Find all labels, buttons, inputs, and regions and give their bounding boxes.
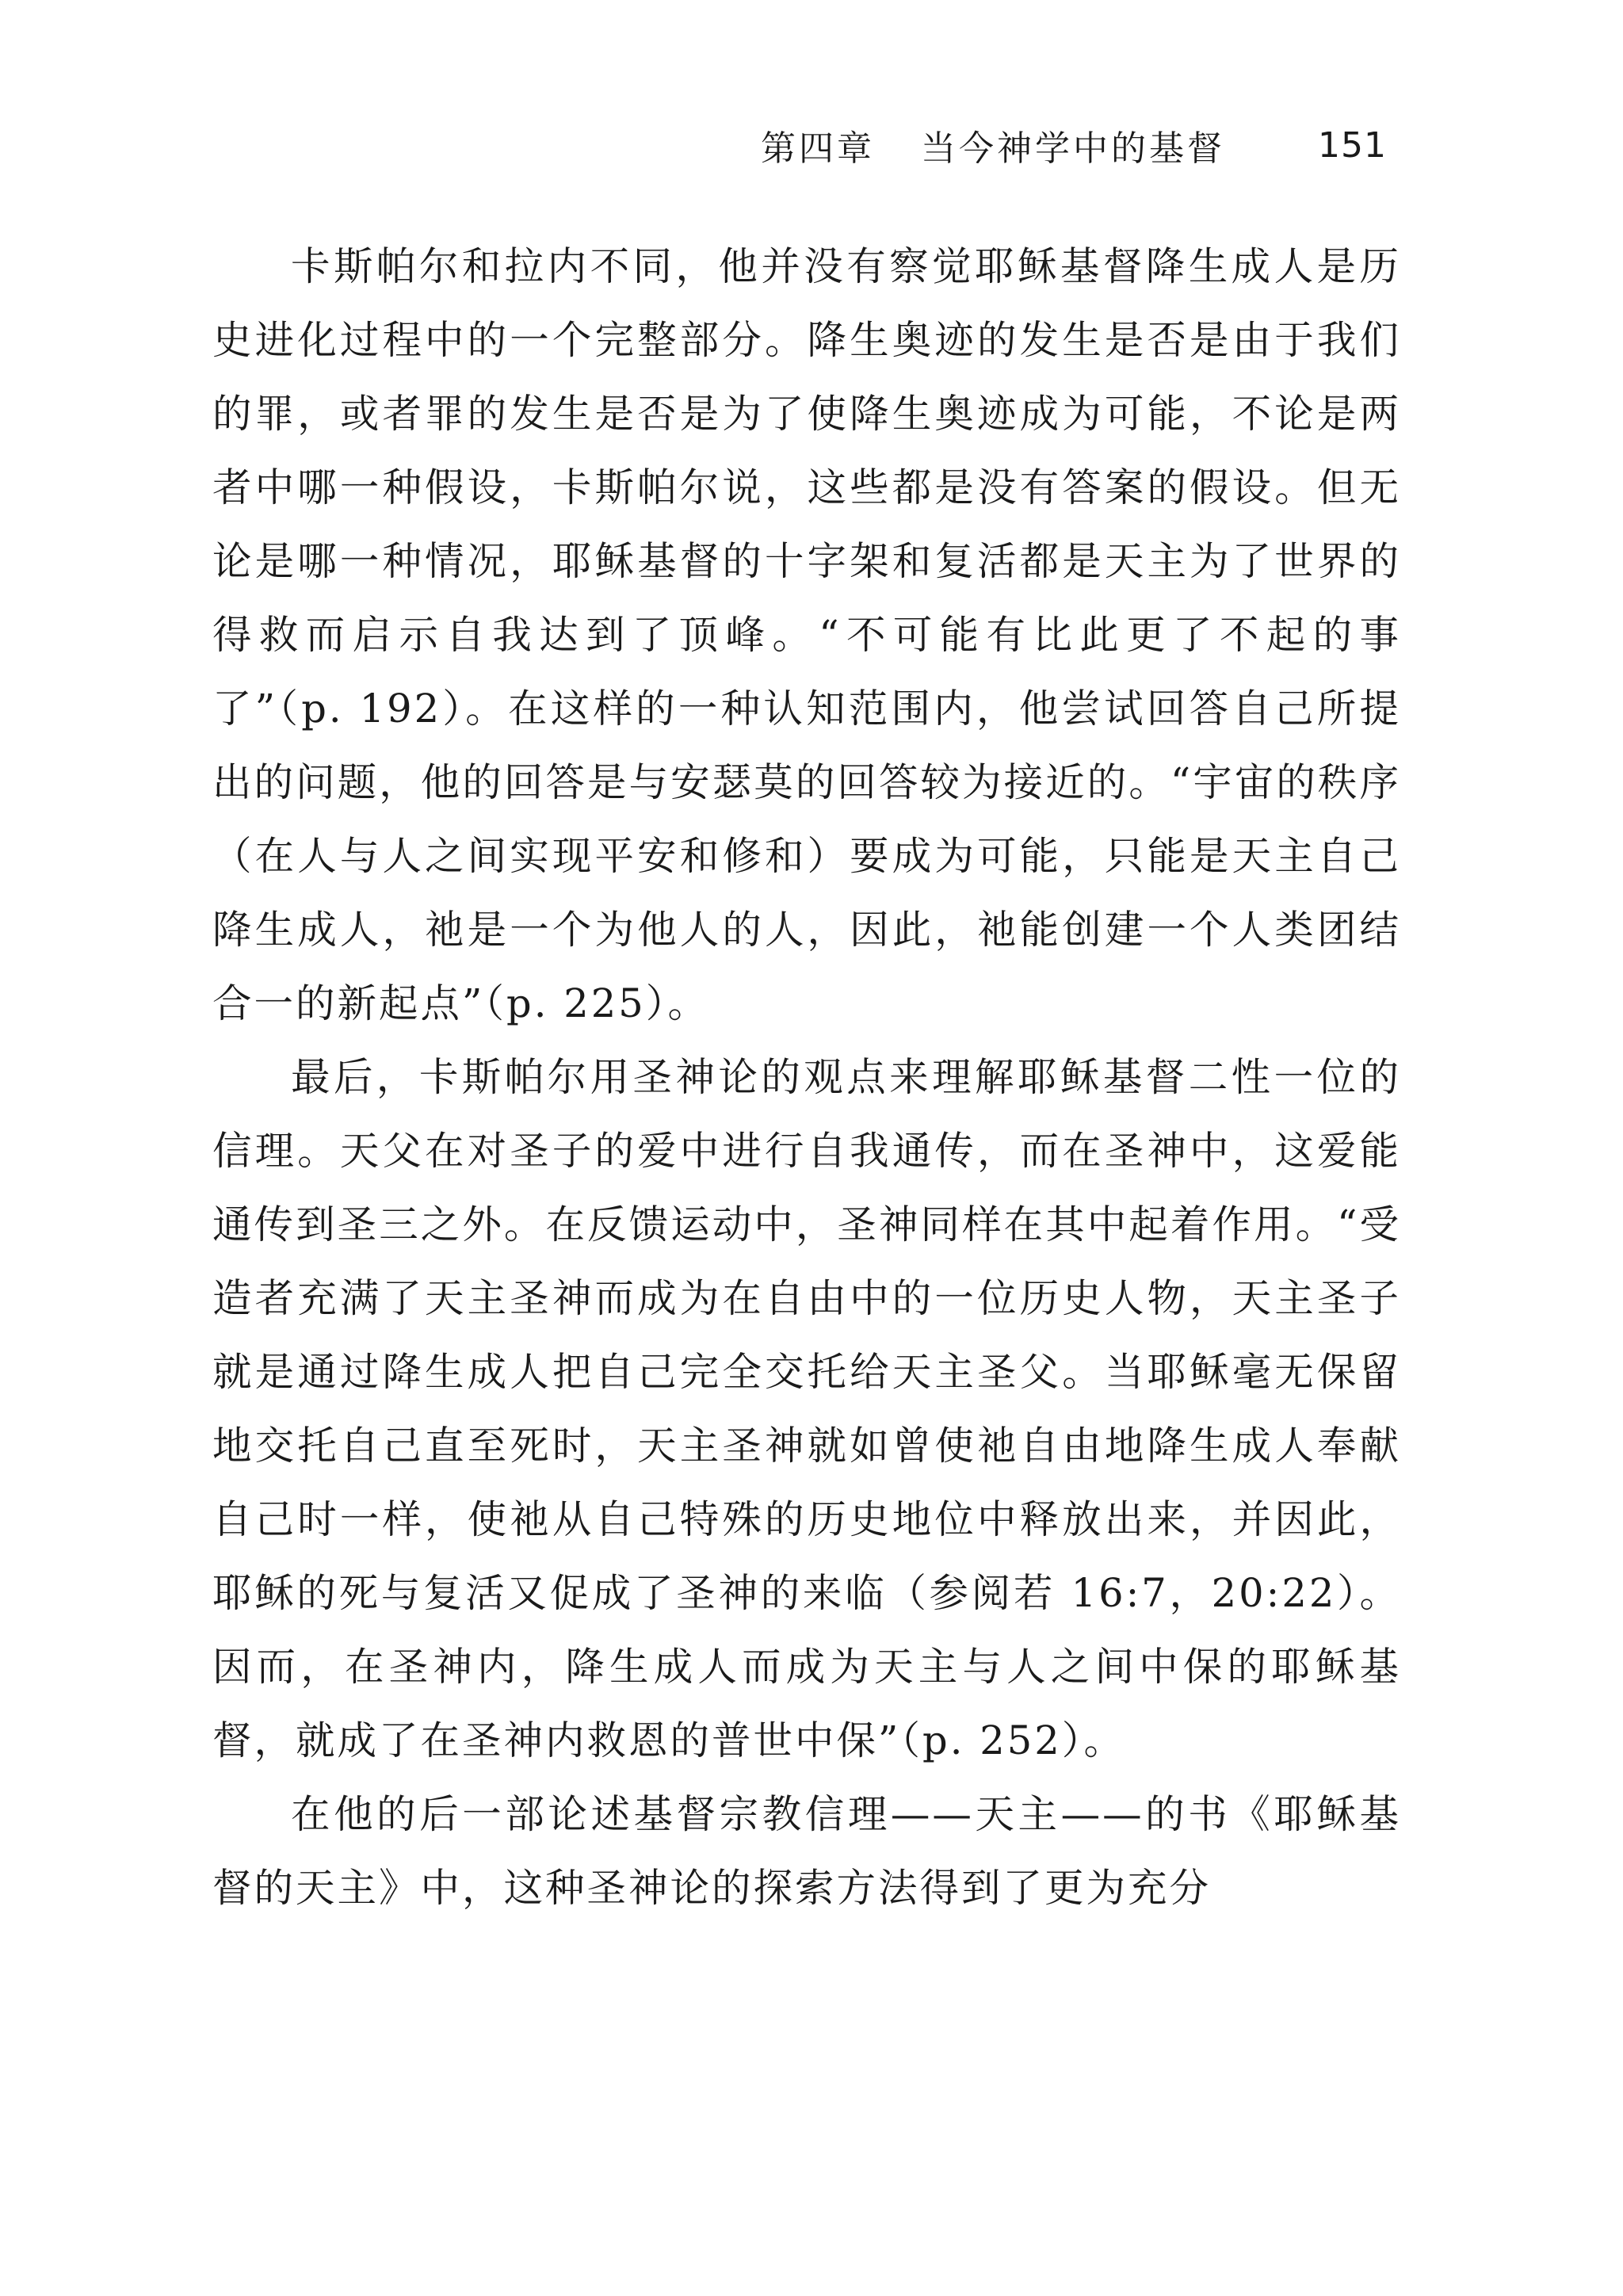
- chapter-label: 第四章: [761, 128, 875, 169]
- paragraph-2: 最后，卡斯帕尔用圣神论的观点来理解耶稣基督二性一位的信理。天父在对圣子的爱中进行自我通传，而在圣神中，这爱能通传到圣三之外。在反馈运动中，圣神同样在其中起着作用。“受造者充满了天主圣神而成为在自由中的一位历史人物，天主圣子就是通过降生成人把自己完全交托给天主圣父。当耶稣毫无保留地交托自己直至死时，天主圣神就如曾使祂自由地降生成人奉献自己时一样，使祂从自己特殊的历史地位中释放出来，并因此，耶稣的死与复活又促成了圣神的来临（参阅若 16:7，20:22）。因而，在圣神内，降生成人而成为天主与人之间中保的耶稣基督，就成了在圣神内救恩的普世中保”（p. 252）。: [212, 1054, 1401, 1763]
- running-header: [761, 117, 1387, 173]
- chapter-title: 当今神学中的基督: [921, 128, 1225, 169]
- paragraph-3: 在他的后一部论述基督宗教信理——天主——的书《耶稣基督的天主》中，这种圣神论的探索方法得到了更为充分: [212, 1791, 1401, 1911]
- body-text: [212, 230, 1401, 1925]
- paragraph-1: 卡斯帕尔和拉内不同，他并没有察觉耶稣基督降生成人是历史进化过程中的一个完整部分。降生奥迹的发生是否是由于我们的罪，或者罪的发生是否是为了使降生奥迹成为可能，不论是两者中哪一种假设，卡斯帕尔说，这些都是没有答案的假设。但无论是哪一种情况，耶稣基督的十字架和复活都是天主为了世界的得救而启示自我达到了顶峰。“不可能有比此更了不起的事了”（p. 192）。在这样的一种认知范围内，他尝试回答自己所提出的问题，他的回答是与安瑟莫的回答较为接近的。“宇宙的秩序（在人与人之间实现平安和修和）要成为可能，只能是天主自己降生成人，祂是一个为他人的人，因此，祂能创建一个人类团结合一的新起点”（p. 225）。: [212, 243, 1401, 1026]
- page-number: 151: [1318, 124, 1387, 166]
